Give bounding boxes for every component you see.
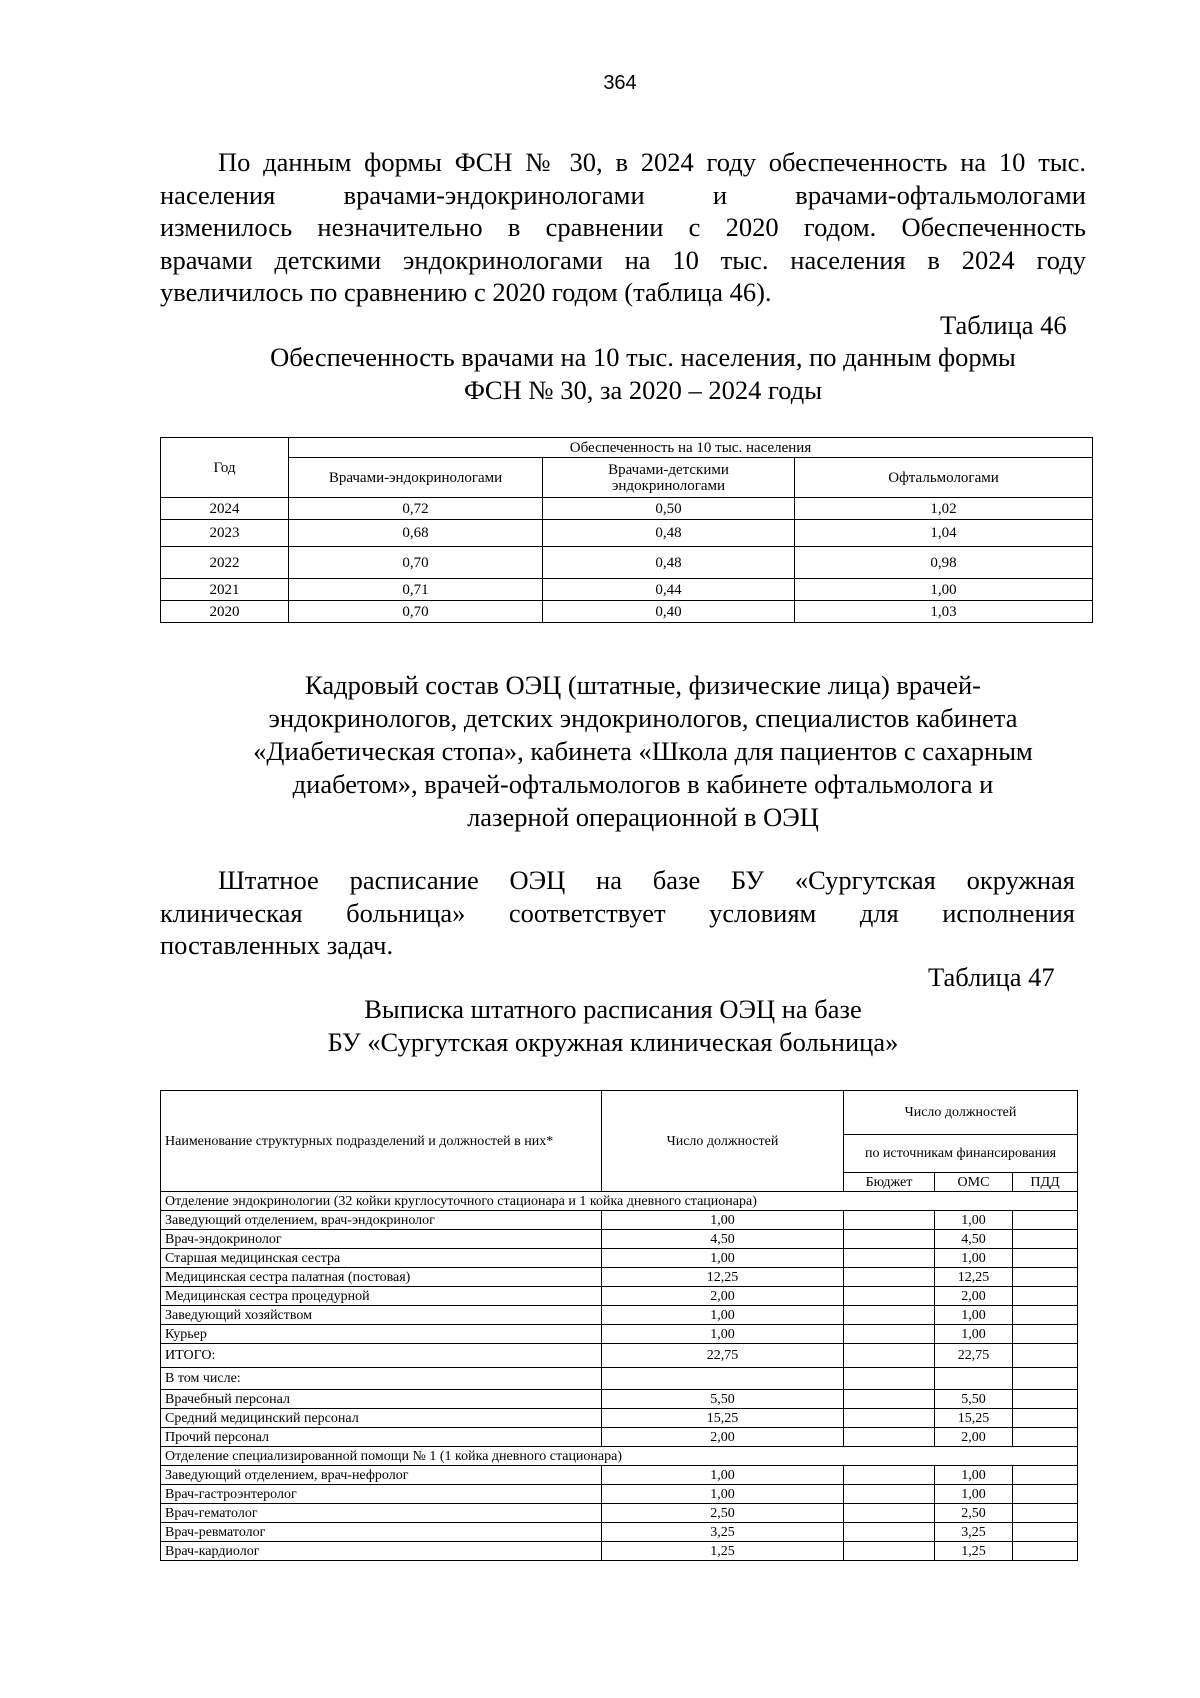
table46-year: 2023 — [161, 520, 289, 547]
table47-row-pdd — [1013, 1268, 1078, 1287]
table47-section-2: Отделение специализированной помощи № 1 (1 койка дневного стационара) — [161, 1447, 1078, 1466]
table46-ophth: 1,00 — [795, 579, 1093, 601]
table47-row-oms: 3,25 — [935, 1523, 1013, 1542]
table47-row — [161, 1249, 1078, 1268]
table47-row-pdd — [1013, 1428, 1078, 1447]
table47-row-name: Врач-гематолог — [161, 1504, 602, 1523]
table47-row — [161, 1542, 1078, 1561]
table47-row-name: Медицинская сестра палатная (постовая) — [161, 1268, 602, 1287]
table47-row-count: 1,00 — [602, 1325, 844, 1344]
table47-header-sources: по источникам финансирования — [844, 1135, 1078, 1173]
table46-label: Таблица 46 — [940, 310, 1067, 340]
table47-row-budget — [844, 1390, 935, 1409]
table47-row — [161, 1466, 1078, 1485]
table47-row — [161, 1230, 1078, 1249]
intro-line-5: увеличилось по сравнению с 2020 годом (таблица 46). — [160, 277, 772, 307]
table47-row-budget — [844, 1325, 935, 1344]
table47-row-name: Прочий персонал — [161, 1428, 602, 1447]
table47-row-oms: 12,25 — [935, 1268, 1013, 1287]
table47-total-name: ИТОГО: — [161, 1344, 602, 1368]
table47-header-pdd: ПДД — [1013, 1173, 1078, 1192]
table47-row — [161, 1287, 1078, 1306]
table47-row — [161, 1409, 1078, 1428]
table47-total-row — [161, 1344, 1078, 1368]
table47-row-pdd — [1013, 1287, 1078, 1306]
table47-row-count: 2,00 — [602, 1428, 844, 1447]
table47-row-pdd — [1013, 1230, 1078, 1249]
table47-row — [161, 1325, 1078, 1344]
table46-header-group: Обеспеченность на 10 тыс. населения — [289, 438, 1093, 458]
table46-col-child-endo — [543, 458, 795, 498]
table47-row-budget — [844, 1466, 935, 1485]
table47-row-name: Заведующий хозяйством — [161, 1306, 602, 1325]
table46-child: 0,48 — [543, 547, 795, 579]
table47-row-budget — [844, 1230, 935, 1249]
table47-row-budget — [844, 1428, 935, 1447]
section-title-line-3: «Диабетическая стопа», кабинета «Школа для пациентов с сахарным — [253, 736, 1033, 766]
table47-row-budget — [844, 1249, 935, 1268]
staff-paragraph — [160, 864, 1075, 962]
table47-row-name: Старшая медицинская сестра — [161, 1249, 602, 1268]
table47-caption-line-2: БУ «Сургутская окружная клиническая больница» — [327, 1026, 899, 1057]
section-title-line-2: эндокринологов, детских эндокринологов, специалистов кабинета — [268, 703, 1018, 733]
table47-row-pdd — [1013, 1211, 1078, 1230]
table46-year: 2022 — [161, 547, 289, 579]
table47-row-pdd — [1013, 1542, 1078, 1561]
table46-endo: 0,71 — [289, 579, 543, 601]
table47-row-count: 2,50 — [602, 1504, 844, 1523]
table46-row — [161, 547, 1093, 579]
table47-row-pdd — [1013, 1466, 1078, 1485]
table46-row — [161, 520, 1093, 547]
intro-line-1: По данным формы ФСН № 30, в 2024 году обеспеченность на 10 тыс. — [218, 147, 1086, 177]
section-title-line-4: диабетом», врачей-офтальмологов в кабинете офтальмолога и — [292, 769, 994, 799]
table47-row-count: 4,50 — [602, 1230, 844, 1249]
table47-row — [161, 1485, 1078, 1504]
table47-row-name: Курьер — [161, 1325, 602, 1344]
table47-row-oms: 2,50 — [935, 1504, 1013, 1523]
table46-col-ophth: Офтальмологами — [795, 458, 1093, 498]
table47-row-oms: 15,25 — [935, 1409, 1013, 1428]
table47-row-budget — [844, 1504, 935, 1523]
table47-row-pdd — [1013, 1523, 1078, 1542]
table47-row-count: 1,25 — [602, 1542, 844, 1561]
section-title — [180, 669, 1106, 834]
table47-row-count: 1,00 — [602, 1211, 844, 1230]
table47-row-budget — [844, 1306, 935, 1325]
table47-row-oms: 1,00 — [935, 1306, 1013, 1325]
table47-including-label: В том числе: — [161, 1368, 602, 1390]
section-title-line-1: Кадровый состав ОЭЦ (штатные, физические лица) врачей- — [305, 670, 981, 700]
table46-ophth: 0,98 — [795, 547, 1093, 579]
table47-row-pdd — [1013, 1325, 1078, 1344]
table47-row-budget — [844, 1211, 935, 1230]
table47-row-oms: 1,00 — [935, 1466, 1013, 1485]
table47-section-1: Отделение эндокринологии (32 койки круглосуточного стационара и 1 койка дневного стационара) — [161, 1192, 1078, 1211]
table47-row-oms: 1,00 — [935, 1249, 1013, 1268]
intro-line-2: населения врачами-эндокринологами и врачами-офтальмологами — [160, 179, 1086, 210]
table47-row-name: Врачебный персонал — [161, 1390, 602, 1409]
table47-row-budget — [844, 1523, 935, 1542]
table47-row — [161, 1428, 1078, 1447]
table46-child: 0,50 — [543, 498, 795, 520]
table46-child: 0,48 — [543, 520, 795, 547]
table47-row-budget — [844, 1409, 935, 1428]
staff-line-1: Штатное расписание ОЭЦ на базе БУ «Сургутская окружная — [218, 865, 1075, 895]
table47-row-pdd — [1013, 1409, 1078, 1428]
table46-child: 0,40 — [543, 601, 795, 623]
table47-row-count: 1,00 — [602, 1485, 844, 1504]
table47-header-name: Наименование структурных подразделений и должностей в них* — [161, 1091, 602, 1192]
table47-row-pdd — [1013, 1504, 1078, 1523]
table47-row-oms: 1,25 — [935, 1542, 1013, 1561]
intro-paragraph — [160, 146, 1086, 309]
table47-row-budget — [844, 1268, 935, 1287]
table47-row-count: 2,00 — [602, 1287, 844, 1306]
table47-row-pdd — [1013, 1249, 1078, 1268]
table46-year: 2020 — [161, 601, 289, 623]
table46-caption-line-2: ФСН № 30, за 2020 – 2024 годы — [464, 374, 822, 405]
table46-endo: 0,70 — [289, 601, 543, 623]
table47-row-count: 1,00 — [602, 1306, 844, 1325]
table46-caption-line-1: Обеспеченность врачами на 10 тыс. населения, по данным формы — [270, 342, 1016, 372]
table47-row-name: Заведующий отделением, врач-нефролог — [161, 1466, 602, 1485]
table47-row-pdd — [1013, 1485, 1078, 1504]
table46-ophth: 1,02 — [795, 498, 1093, 520]
table47-row — [161, 1268, 1078, 1287]
table47-row — [161, 1523, 1078, 1542]
section-title-line-5: лазерной операционной в ОЭЦ — [467, 802, 819, 832]
table46 — [160, 437, 1093, 623]
table47 — [160, 1090, 1078, 1561]
table47-row-budget — [844, 1485, 935, 1504]
table47-row-count: 1,00 — [602, 1249, 844, 1268]
table47-caption-line-1: Выписка штатного расписания ОЭЦ на базе — [364, 994, 862, 1024]
table47-row-count: 3,25 — [602, 1523, 844, 1542]
table46-ophth: 1,04 — [795, 520, 1093, 547]
table46-row — [161, 579, 1093, 601]
table47-row-count: 5,50 — [602, 1390, 844, 1409]
table47-row — [161, 1390, 1078, 1409]
table47-row — [161, 1306, 1078, 1325]
table47-row-oms: 4,50 — [935, 1230, 1013, 1249]
table47-row-oms: 1,00 — [935, 1485, 1013, 1504]
table47-caption — [150, 993, 1076, 1058]
table47-header-count: Число должностей — [602, 1091, 844, 1192]
table47-total-oms: 22,75 — [935, 1344, 1013, 1368]
table46-caption — [180, 341, 1106, 406]
table47-row — [161, 1504, 1078, 1523]
table46-col-endo: Врачами-эндокринологами — [289, 458, 543, 498]
table47-row-pdd — [1013, 1390, 1078, 1409]
table46-child: 0,44 — [543, 579, 795, 601]
table46-endo: 0,68 — [289, 520, 543, 547]
table47-row-name: Медицинская сестра процедурной — [161, 1287, 602, 1306]
table47-row-name: Врач-гастроэнтеролог — [161, 1485, 602, 1504]
table46-endo: 0,72 — [289, 498, 543, 520]
table46-row — [161, 601, 1093, 623]
table47-row-oms: 1,00 — [935, 1325, 1013, 1344]
table47-header-oms: ОМС — [935, 1173, 1013, 1192]
table46-col-child-endo-line-2: эндокринологами — [611, 477, 726, 494]
intro-line-4: врачами детскими эндокринологами на 10 тыс. населения в 2024 году — [160, 244, 1086, 275]
table47-row-count: 1,00 — [602, 1466, 844, 1485]
table47-header-budget: Бюджет — [844, 1173, 935, 1192]
table47-row-oms: 1,00 — [935, 1211, 1013, 1230]
table47-row-name: Врач-ревматолог — [161, 1523, 602, 1542]
table47-total-budget — [844, 1344, 935, 1368]
table47-header-count-group: Число должностей — [844, 1091, 1078, 1135]
table47-total-pdd — [1013, 1344, 1078, 1368]
table47-row-name: Врач-эндокринолог — [161, 1230, 602, 1249]
table46-endo: 0,70 — [289, 547, 543, 579]
table47-row-budget — [844, 1287, 935, 1306]
table47-label: Таблица 47 — [928, 962, 1055, 992]
table47-row-count: 12,25 — [602, 1268, 844, 1287]
staff-line-2: клиническая больница» соответствует условиям для исполнения — [160, 897, 1075, 928]
table47-row-name: Заведующий отделением, врач-эндокринолог — [161, 1211, 602, 1230]
table47-total-count: 22,75 — [602, 1344, 844, 1368]
table47-row-budget — [844, 1542, 935, 1561]
staff-line-3: поставленных задач. — [160, 930, 394, 960]
table46-header-year: Год — [161, 438, 289, 498]
table47-row-pdd — [1013, 1306, 1078, 1325]
page-number: 364 — [603, 72, 637, 94]
table46-year: 2021 — [161, 579, 289, 601]
intro-line-3: изменилось незначительно в сравнении с 2020 годом. Обеспеченность — [160, 212, 1086, 242]
table47-row-name: Врач-кардиолог — [161, 1542, 602, 1561]
table47-row-oms: 2,00 — [935, 1428, 1013, 1447]
table46-col-child-endo-line-1: Врачами-детскими — [608, 461, 729, 478]
table47-row-name: Средний медицинский персонал — [161, 1409, 602, 1428]
table47-row-count: 15,25 — [602, 1409, 844, 1428]
table46-ophth: 1,03 — [795, 601, 1093, 623]
table47-row-oms: 5,50 — [935, 1390, 1013, 1409]
table46-row — [161, 498, 1093, 520]
table47-row — [161, 1211, 1078, 1230]
table47-row-oms: 2,00 — [935, 1287, 1013, 1306]
table46-year: 2024 — [161, 498, 289, 520]
